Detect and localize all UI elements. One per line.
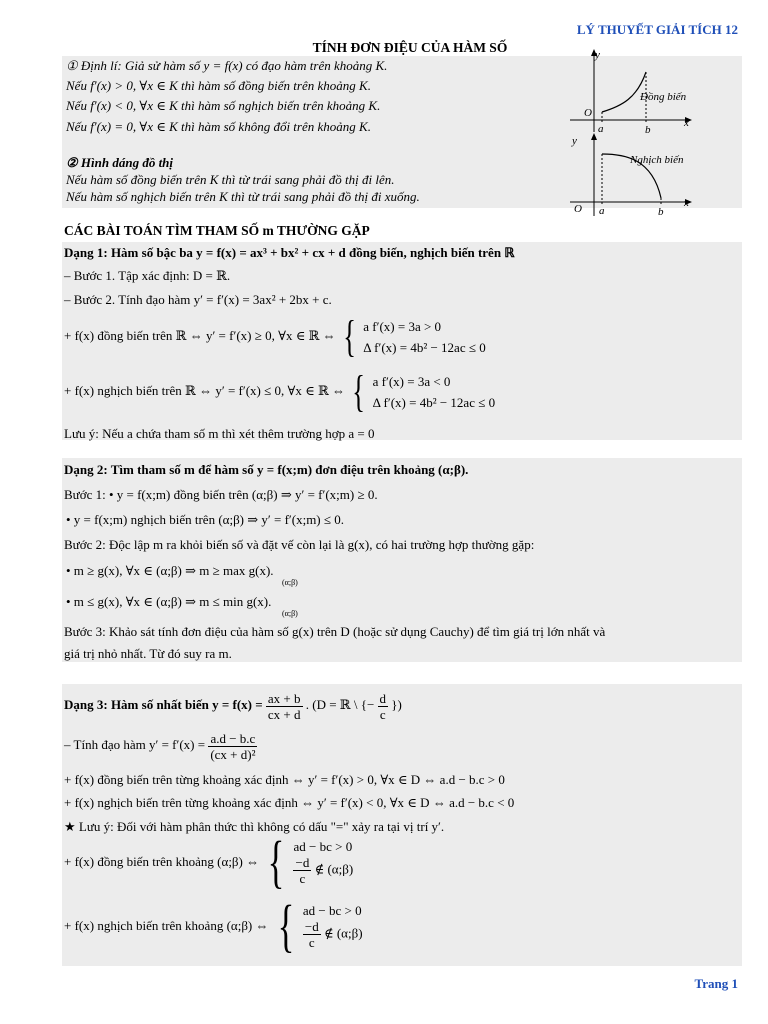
- dang3-case2-frac-den: c: [308, 935, 315, 950]
- dang2-step3b: giá trị nhỏ nhất. Từ đó suy ra m.: [64, 646, 232, 661]
- dang3-derivative-numerator: a.d − b.c: [208, 731, 257, 747]
- dang1-step2: – Bước 2. Tính đạo hàm y′ = f′(x) = 3ax² + 2bx + c.: [64, 292, 332, 307]
- dang3-case2-frac-num: −d: [304, 919, 319, 934]
- dang2-case2-sub: (α;β): [282, 609, 298, 618]
- y-axis-label-2: y: [572, 135, 577, 147]
- shape-heading: ② Hình dáng đồ thị: [66, 155, 174, 170]
- increasing-graph: [562, 46, 742, 136]
- theorem-line-4: Nếu f′(x) = 0, ∀x ∈ K thì hàm số không đổi trên khoảng K.: [66, 119, 371, 134]
- origin-label-2: O: [574, 203, 582, 215]
- a-label-2: a: [599, 205, 605, 217]
- origin-label: O: [584, 107, 592, 119]
- dang3-case1-condition: + f(x) đồng biến trên khoảng (α;β) ⇔: [64, 854, 260, 869]
- dang2-case2: • m ≤ g(x), ∀x ∈ (α;β) ⇒ m ≤ min g(x).: [66, 594, 272, 609]
- dang2-step1a: Bước 1: • y = f(x;m) đồng biến trên (α;β) ⇒ y′ = f′(x;m) ≥ 0.: [64, 487, 378, 502]
- dang1-decreasing-delta: Δ f′(x) = 4b² − 12ac ≤ 0: [372, 395, 496, 410]
- decreasing-graph: [562, 132, 742, 218]
- dang3-increasing: + f(x) đồng biến trên từng khoảng xác định ⇔ y′ = f′(x) > 0, ∀x ∈ D ⇔ a.d − b.c > 0: [64, 772, 505, 787]
- dang2-step1b: • y = f(x;m) nghịch biến trên (α;β) ⇒ y′ = f′(x;m) ≤ 0.: [66, 512, 345, 527]
- b-label: b: [645, 124, 651, 136]
- shape-line-2: Nếu hàm số nghịch biến trên K thì từ trái sang phải đồ thị đi xuống.: [66, 189, 420, 204]
- dang3-domain-end: }): [391, 697, 402, 712]
- decreasing-label: Nghịch biến: [630, 154, 684, 166]
- dang3-title-label: Dạng 3: Hàm số nhất biến y = f(x) =: [64, 697, 263, 712]
- x-axis-label: x: [684, 117, 689, 129]
- dang3-title-numerator: ax + b: [267, 690, 301, 706]
- dang3-case2: + f(x) nghịch biến trên khoảng (α;β) ⇔ { ad − bc > 0 $\frac{-d}{c}$ ∉ (α;β): [64, 893, 363, 958]
- theorem-line-1: ① Định lí: Giả sử hàm số y = f(x) có đạo hàm trên khoảng K.: [66, 58, 388, 73]
- dang3-case1-frac-den: c: [299, 871, 306, 886]
- header-title: LÝ THUYẾT GIẢI TÍCH 12: [576, 22, 738, 37]
- increasing-label: Đồng biến: [640, 91, 687, 103]
- dang3-domain: . (D = ℝ \ {−: [305, 697, 375, 712]
- dang3-derivative: [64, 728, 257, 762]
- page-number: Trang 1: [694, 976, 738, 991]
- dang3-case1-frac-num: −d: [295, 855, 310, 870]
- shape-line-1: Nếu hàm số đồng biến trên K thì từ trái sang phải đồ thị đi lên.: [66, 172, 395, 187]
- dang3-title: [64, 688, 402, 722]
- dang1-increasing-condition: + f(x) đồng biến trên ℝ ⇔ y′ = f′(x) ≥ 0, ∀x ∈ ℝ ⇔: [64, 327, 336, 343]
- dang3-domain-numerator: d: [379, 690, 387, 706]
- dang3-case2-notin: ∉ (α;β): [323, 925, 363, 941]
- dang3-case2-condition: + f(x) nghịch biến trên khoảng (α;β) ⇔: [64, 918, 269, 933]
- dang3-note: ★ Lưu ý: Đối với hàm phân thức thì không có dấu "=" xảy ra tại vị trí y′.: [64, 819, 445, 834]
- y-axis-label: y: [595, 49, 600, 61]
- dang2-case1-sub: (α;β): [282, 578, 298, 587]
- dang2-case1: • m ≥ g(x), ∀x ∈ (α;β) ⇒ m ≥ max g(x).: [66, 563, 274, 578]
- dang3-domain-denominator: c: [379, 706, 386, 722]
- dang2-title: Dạng 2: Tìm tham số m để hàm số y = f(x;m) đơn điệu trên khoảng (α;β).: [64, 462, 469, 477]
- dang3-derivative-denominator: (cx + d)²: [210, 746, 256, 762]
- dang3-case1-top: ad − bc > 0: [293, 839, 353, 854]
- dang1-decreasing-a: a f′(x) = 3a < 0: [372, 374, 451, 389]
- dang3-case1: + f(x) đồng biến trên khoảng (α;β) ⇔ { ad − bc > 0 $\frac{-d}{c}$ ∉ (α;β): [64, 829, 354, 894]
- dang1-increasing-delta: Δ f′(x) = 4b² − 12ac ≤ 0: [363, 340, 486, 355]
- a-label: a: [598, 123, 604, 135]
- dang3-decreasing: + f(x) nghịch biến trên từng khoảng xác định ⇔ y′ = f′(x) < 0, ∀x ∈ D ⇔ a.d − b.c < 0: [64, 795, 515, 810]
- dang1-note: Lưu ý: Nếu a chứa tham số m thì xét thêm trường hợp a = 0: [64, 426, 375, 441]
- dang1-decreasing: + f(x) nghịch biến trên ℝ ⇔ y′ = f′(x) ≤ 0, ∀x ∈ ℝ ⇔ { a f′(x) = 3a < 0 Δ f′(x) = 4b² − 12ac ≤ 0: [64, 367, 496, 416]
- dang3-derivative-label: – Tính đạo hàm y′ = f′(x) =: [64, 737, 206, 752]
- dang3-title-denominator: cx + d: [267, 706, 301, 722]
- page-title: TÍNH ĐƠN ĐIỆU CỦA HÀM SỐ: [312, 40, 508, 55]
- dang2-step2: Bước 2: Độc lập m ra khỏi biến số và đặt vế còn lại là g(x), có hai trường hợp thường gặp:: [64, 537, 535, 552]
- section-title: CÁC BÀI TOÁN TÌM THAM SỐ m THƯỜNG GẶP: [64, 223, 370, 238]
- dang3-case2-top: ad − bc > 0: [302, 903, 362, 918]
- theorem-line-2: Nếu f′(x) > 0, ∀x ∈ K thì hàm số đồng biến trên khoảng K.: [66, 78, 371, 93]
- theorem-line-3: Nếu f′(x) < 0, ∀x ∈ K thì hàm số nghịch biến trên khoảng K.: [66, 98, 381, 113]
- b-label-2: b: [658, 206, 664, 218]
- dang2-step3a: Bước 3: Khảo sát tính đơn điệu của hàm số g(x) trên D (hoặc sử dụng Cauchy) để tìm giá trị lớn nhất và: [64, 624, 606, 639]
- dang1-title: Dạng 1: Hàm số bậc ba y = f(x) = ax³ + bx² + cx + d đồng biến, nghịch biến trên ℝ: [64, 245, 515, 260]
- dang1-step1: – Bước 1. Tập xác định: D = ℝ.: [64, 268, 231, 283]
- x-axis-label-2: x: [684, 197, 689, 209]
- dang3-case1-notin: ∉ (α;β): [314, 861, 354, 877]
- dang1-increasing-a: a f′(x) = 3a > 0: [363, 319, 442, 334]
- dang1-increasing: + f(x) đồng biến trên ℝ ⇔ y′ = f′(x) ≥ 0, ∀x ∈ ℝ ⇔ { a f′(x) = 3a > 0 Δ f′(x) = 4b² − 12ac ≤ 0: [64, 312, 486, 361]
- dang1-decreasing-condition: + f(x) nghịch biến trên ℝ ⇔ y′ = f′(x) ≤ 0, ∀x ∈ ℝ ⇔: [64, 382, 346, 398]
